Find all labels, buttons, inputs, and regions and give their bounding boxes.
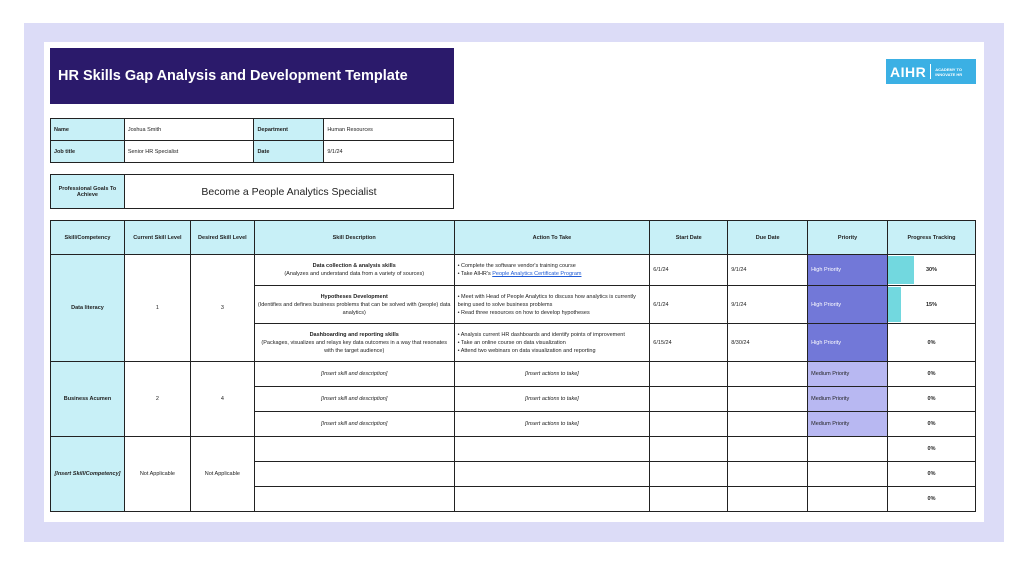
description-body: (Analyzes and understand data from a variety of sources) (284, 271, 425, 277)
action-cell[interactable]: [Insert actions to take] (454, 412, 650, 437)
table-row (51, 255, 976, 286)
skill-cell[interactable]: Data literacy (51, 255, 125, 362)
progress-value: 0% (927, 396, 936, 402)
description-cell[interactable] (254, 286, 454, 324)
priority-cell[interactable]: Medium Priority (808, 387, 888, 412)
header-priority: Priority (808, 221, 888, 255)
date-value[interactable]: 9/1/24 (324, 141, 454, 163)
progress-cell[interactable] (888, 462, 976, 487)
progress-value: 0% (927, 446, 936, 452)
description-body: (Identifies and defines business problems that can be solved with (people) data analytics) (257, 301, 451, 316)
action-cell[interactable]: [Insert actions to take] (454, 362, 650, 387)
action-line: • Meet with Head of People Analytics to discuss how analytics is currently being used to solve business problems (457, 293, 636, 308)
priority-cell[interactable]: High Priority (808, 286, 888, 324)
aihr-logo (886, 59, 976, 84)
priority-cell[interactable] (808, 487, 888, 512)
goals-table (50, 174, 454, 209)
name-value[interactable]: Joshua Smith (124, 119, 254, 141)
due-date-cell[interactable] (728, 437, 808, 462)
desired-level-cell[interactable]: Not Applicable (190, 437, 254, 512)
header-due-date: Due Date (728, 221, 808, 255)
job-title-value[interactable]: Senior HR Specialist (124, 141, 254, 163)
action-cell[interactable] (454, 437, 650, 462)
due-date-cell[interactable]: 8/30/24 (728, 324, 808, 362)
skill-cell[interactable]: [Insert Skill/Competency] (51, 437, 125, 512)
start-date-cell[interactable]: 6/15/24 (650, 324, 728, 362)
priority-cell[interactable]: High Priority (808, 324, 888, 362)
start-date-cell[interactable] (650, 437, 728, 462)
action-cell[interactable] (454, 487, 650, 512)
goals-value[interactable]: Become a People Analytics Specialist (124, 175, 453, 209)
action-line: • Attend two webinars on data visualization and reporting (457, 347, 596, 354)
due-date-cell[interactable] (728, 387, 808, 412)
certificate-program-link[interactable]: People Analytics Certificate Program (492, 271, 582, 277)
progress-value: 0% (927, 339, 936, 346)
action-line: • Analysis current HR dashboards and identify points of improvement (457, 331, 625, 338)
header-description: Skill Description (254, 221, 454, 255)
due-date-cell[interactable]: 9/1/24 (728, 286, 808, 324)
job-title-label: Job title (51, 141, 125, 163)
header-skill: Skill/Competency (51, 221, 125, 255)
current-level-cell[interactable]: 1 (124, 255, 190, 362)
start-date-cell[interactable]: 6/1/24 (650, 286, 728, 324)
progress-value: 15% (926, 301, 938, 308)
description-cell[interactable] (254, 437, 454, 462)
logo-main-text: AIHR (890, 63, 927, 80)
start-date-cell[interactable] (650, 462, 728, 487)
progress-cell[interactable] (888, 437, 976, 462)
current-level-cell[interactable]: Not Applicable (124, 437, 190, 512)
due-date-cell[interactable] (728, 462, 808, 487)
priority-cell[interactable]: High Priority (808, 255, 888, 286)
description-cell[interactable] (254, 324, 454, 362)
table-row (51, 362, 976, 387)
start-date-cell[interactable] (650, 362, 728, 387)
progress-value: 0% (927, 371, 936, 377)
goals-row (51, 175, 454, 209)
goals-label: Professional Goals To Achieve (51, 175, 125, 209)
action-cell[interactable] (454, 462, 650, 487)
department-label: Department (254, 119, 324, 141)
progress-cell[interactable] (888, 286, 976, 324)
priority-cell[interactable]: Medium Priority (808, 412, 888, 437)
table-row (51, 437, 976, 462)
action-line: • Take an online course on data visualization (457, 339, 566, 346)
start-date-cell[interactable] (650, 487, 728, 512)
progress-cell[interactable] (888, 324, 976, 362)
date-label: Date (254, 141, 324, 163)
description-cell[interactable]: [Insert skill and description] (254, 362, 454, 387)
header-desired-level: Desired Skill Level (190, 221, 254, 255)
desired-level-cell[interactable]: 4 (190, 362, 254, 437)
logo-divider (930, 64, 931, 79)
description-cell[interactable]: [Insert skill and description] (254, 412, 454, 437)
description-cell[interactable] (254, 462, 454, 487)
department-value[interactable]: Human Resources (324, 119, 454, 141)
priority-cell[interactable] (808, 462, 888, 487)
name-label: Name (51, 119, 125, 141)
info-row (51, 141, 454, 163)
action-cell[interactable] (454, 286, 650, 324)
progress-value: 0% (927, 471, 936, 477)
due-date-cell[interactable] (728, 362, 808, 387)
skills-gap-table (50, 220, 976, 512)
description-cell[interactable] (254, 255, 454, 286)
progress-value: 0% (927, 496, 936, 502)
priority-cell[interactable]: Medium Priority (808, 362, 888, 387)
start-date-cell[interactable] (650, 387, 728, 412)
action-cell[interactable] (454, 324, 650, 362)
action-line (458, 270, 647, 278)
desired-level-cell[interactable]: 3 (190, 255, 254, 362)
header-current-level: Current Skill Level (124, 221, 190, 255)
template-sheet (44, 42, 984, 522)
action-cell[interactable]: [Insert actions to take] (454, 387, 650, 412)
due-date-cell[interactable] (728, 412, 808, 437)
current-level-cell[interactable]: 2 (124, 362, 190, 437)
info-row (51, 119, 454, 141)
logo-tagline: ACADEMY TO INNOVATE HR (935, 66, 963, 77)
action-line: • Complete the software vendor's training course (457, 263, 576, 269)
action-cell[interactable] (454, 255, 650, 286)
progress-value: 0% (927, 421, 936, 427)
start-date-cell[interactable]: 6/1/24 (650, 255, 728, 286)
description-title: Data collection & analysis skills (312, 263, 396, 269)
title-banner (50, 48, 454, 104)
header-start-date: Start Date (650, 221, 728, 255)
progress-cell[interactable] (888, 412, 976, 437)
header-progress: Progress Tracking (888, 221, 976, 255)
progress-cell[interactable] (888, 487, 976, 512)
description-cell[interactable]: [Insert skill and description] (254, 387, 454, 412)
progress-value: 30% (926, 267, 938, 273)
due-date-cell[interactable] (728, 487, 808, 512)
progress-cell[interactable] (888, 387, 976, 412)
header-action: Action To Take (454, 221, 650, 255)
progress-cell[interactable] (888, 255, 976, 286)
start-date-cell[interactable] (650, 412, 728, 437)
priority-cell[interactable] (808, 437, 888, 462)
action-prefix: • Take AIHR's (457, 271, 493, 277)
description-title: Dashboarding and reporting skills (309, 331, 399, 338)
due-date-cell[interactable]: 9/1/24 (728, 255, 808, 286)
progress-cell[interactable] (888, 362, 976, 387)
description-cell[interactable] (254, 487, 454, 512)
skill-cell[interactable]: Business Acumen (51, 362, 125, 437)
header-row (51, 221, 976, 255)
action-line: • Read three resources on how to develop hypotheses (457, 309, 590, 316)
description-body: (Packages, visualizes and relays key data outcomes in a way that resonates with the target audience) (261, 339, 447, 354)
employee-info-table (50, 118, 454, 163)
page-title: HR Skills Gap Analysis and Development Template (58, 68, 408, 84)
description-title: Hypotheses Development (320, 293, 388, 300)
